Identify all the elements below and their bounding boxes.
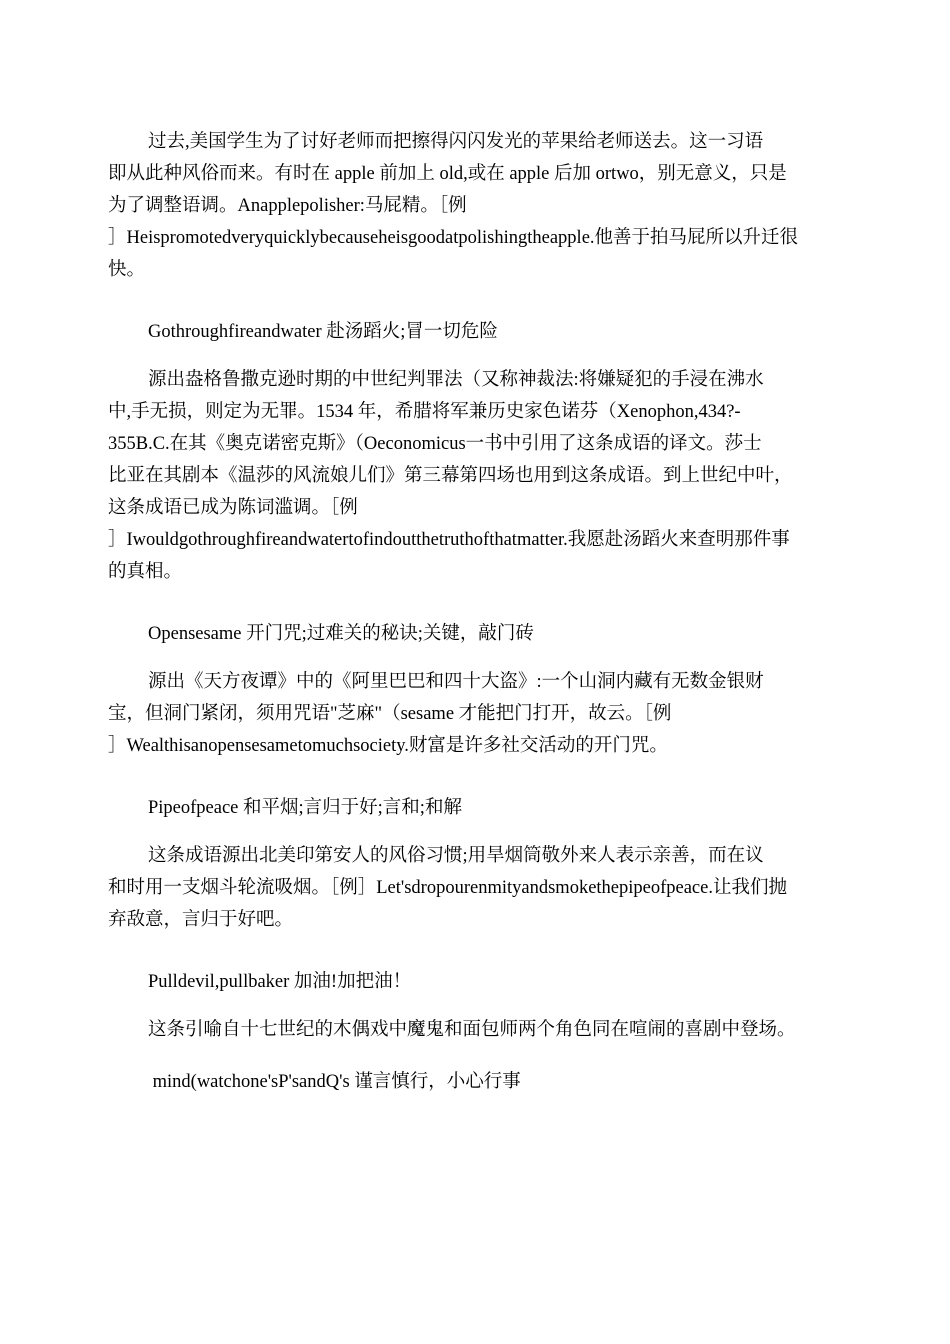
paragraph-line: 源出《天方夜谭》中的《阿里巴巴和四十大盗》:一个山洞内藏有无数金银财 <box>148 672 764 692</box>
idiom-heading: mind(watchone'sP'sandQ's 谨言慎行，小心行事 <box>148 1072 521 1092</box>
idiom-heading: Pulldevil,pullbaker 加油!加把油！ <box>148 972 412 992</box>
section-pipe-of-peace <box>108 792 842 936</box>
paragraph-line: ］Iwouldgothroughfireandwatertofindoutthetruthofthatmatter.我愿赴汤蹈火来查明那件事 <box>108 530 790 550</box>
paragraph-line: 过去,美国学生为了讨好老师而把擦得闪闪发光的苹果给老师送去。这一习语 <box>148 132 764 152</box>
section-apple-polisher <box>108 126 842 286</box>
paragraph-line: 宝，但洞门紧闭，须用咒语"芝麻"（sesame 才能把门打开，故云。［例 <box>108 704 672 724</box>
paragraph-line: 源出盎格鲁撒克逊时期的中世纪判罪法（又称神裁法:将嫌疑犯的手浸在沸水 <box>148 370 764 390</box>
paragraph-line: 弃敌意，言归于好吧。 <box>108 910 294 930</box>
paragraph-line: 为了调整语调。Anapplepolisher:马屁精。［例 <box>108 196 467 216</box>
section-ps-and-qs <box>108 1066 842 1098</box>
paragraph-line: 这条成语源出北美印第安人的风俗习惯;用旱烟筒敬外来人表示亲善，而在议 <box>148 846 764 866</box>
paragraph-line: 和时用一支烟斗轮流吸烟。［例］Let'sdropourenmityandsmokethepipeofpeace.让我们抛 <box>108 878 787 898</box>
paragraph-line: ］Wealthisanopensesametomuchsociety.财富是许多社交活动的开门咒。 <box>108 736 668 756</box>
idiom-heading: Pipeofpeace 和平烟;言归于好;言和;和解 <box>148 798 462 818</box>
paragraph-line: 的真相。 <box>108 562 183 582</box>
paragraph-line: 这条成语已成为陈词滥调。［例 <box>108 498 358 518</box>
idiom-heading: Gothroughfireandwater 赴汤蹈火;冒一切危险 <box>148 322 498 342</box>
section-open-sesame <box>108 618 842 762</box>
paragraph-line: 这条引喻自十七世纪的木偶戏中魔鬼和面包师两个角色同在喧闹的喜剧中登场。 <box>148 1020 796 1040</box>
paragraph-line: ］Heispromotedveryquicklybecauseheisgoodatpolishingtheapple.他善于拍马屁所以升迁很 <box>108 228 799 248</box>
section-pull-devil <box>108 966 842 1046</box>
paragraph-line: 即从此种风俗而来。有时在 apple 前加上 old,或在 apple 后加 ortwo，别无意义，只是 <box>108 164 787 184</box>
paragraph-line: 快。 <box>108 260 146 280</box>
section-fire-and-water <box>108 316 842 588</box>
paragraph-line: 中,手无损，则定为无罪。1534 年，希腊将军兼历史家色诺芬（Xenophon,434?- <box>108 402 741 422</box>
paragraph-line: 355B.C.在其《奥克诺密克斯》（Oeconomicus一书中引用了这条成语的译文。莎士 <box>108 434 762 454</box>
paragraph-line: 比亚在其剧本《温莎的风流娘儿们》第三幕第四场也用到这条成语。到上世纪中叶， <box>108 466 793 486</box>
idiom-heading: Opensesame 开门咒;过难关的秘诀;关键，敲门砖 <box>148 624 534 644</box>
